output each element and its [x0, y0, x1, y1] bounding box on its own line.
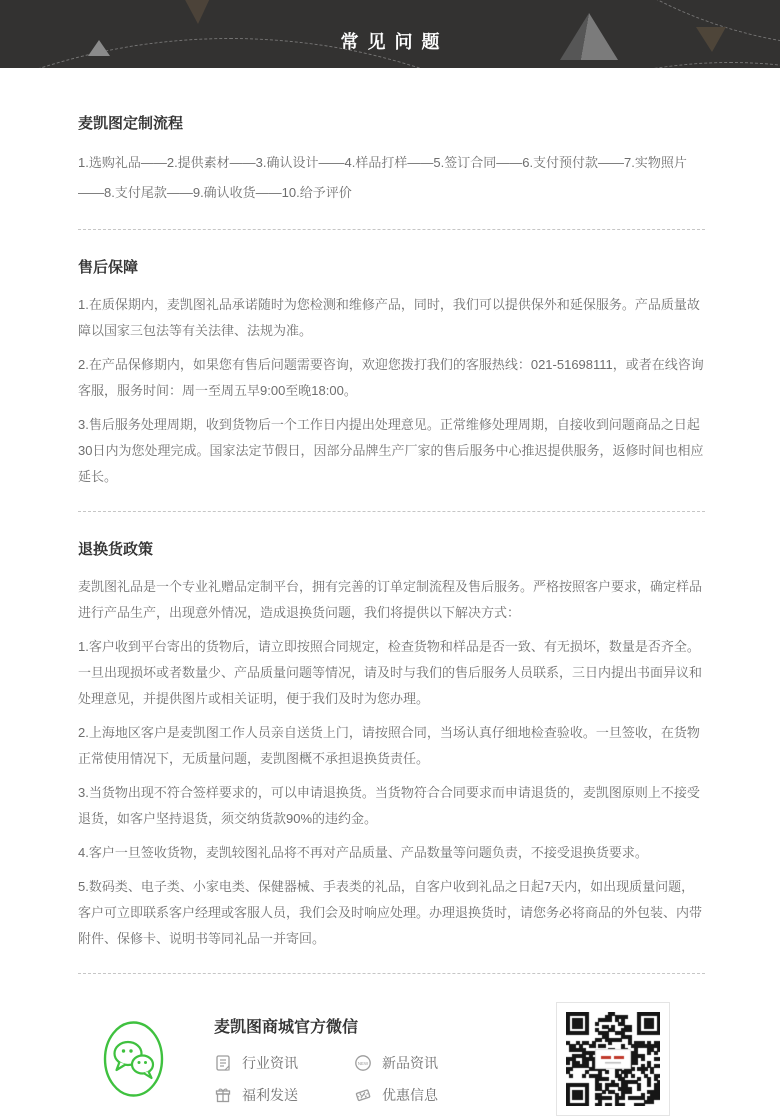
- section-custom-process: [78, 68, 705, 208]
- process-steps-text: 1.选购礼品——2.提供素材——3.确认设计——4.样品打样——5.签订合同——6.支付预付款——7.实物照片——8.支付尾款——9.确认收货——10.给予评价: [78, 155, 687, 200]
- wechat-account-title: 麦凯图商城官方微信: [214, 1018, 359, 1036]
- triangle-decoration: [183, 0, 211, 24]
- dashed-divider: [78, 511, 705, 512]
- policy-paragraph: 4.客户一旦签收货物，麦凯较图礼品将不再对产品质量、产品数量等问题负责，不接受退换货要求。: [78, 845, 648, 860]
- feature-industry-news: [214, 1053, 326, 1073]
- wechat-logo-icon: [103, 1020, 164, 1098]
- new-badge-icon: [354, 1054, 372, 1072]
- coupon-icon: [354, 1086, 372, 1104]
- section-heading: 售后保障: [78, 259, 139, 276]
- policy-paragraph: 5.数码类、电子类、小家电类、保健器械、手表类的礼品，自客户收到礼品之日起7天内，如出现质量问题，客户可立即联系客户经理或客服人员，我们会及时响应处理。办理退换货时，请您务必将商品的外包装、内带附件、保修卡、说明书等同礼品一并寄回。: [78, 879, 703, 946]
- feature-welfare: [214, 1085, 326, 1105]
- dashed-divider: [78, 229, 705, 230]
- wechat-qr-code: [556, 1002, 670, 1116]
- policy-paragraph: 2.上海地区客户是麦凯图工作人员亲自送货上门，请按照合同，当场认真仔细地检查验收。一旦签收，在货物正常使用情况下，无质量问题，麦凯图概不承担退换货责任。: [78, 725, 700, 766]
- policy-paragraph: 麦凯图礼品是一个专业礼赠品定制平台，拥有完善的订单定制流程及售后服务。严格按照客户要求，确定样品进行产品生产，出现意外情况，造成退换货问题，我们将提供以下解决方式：: [78, 579, 703, 620]
- faq-content: [0, 68, 780, 1116]
- policy-paragraph: 2.在产品保修期内，如果您有售后问题需要咨询，欢迎您拨打我们的客服热线：021-51698111，或者在线咨询客服，服务时间：周一至周五早9:00至晚18:00。: [78, 357, 704, 398]
- section-return-policy: [78, 538, 705, 952]
- policy-paragraph: 1.客户收到平台寄出的货物后，请立即按照合同规定，检查货物和样品是否一致、有无损坏，数量是否齐全。一旦出现损坏或者数量少、产品质量问题等情况，请及时与我们的售后服务人员联系，三日内提出书面异议和处理意见，并提供图片或相关证明，便于我们及时为您办理。: [78, 639, 703, 706]
- feature-label: 优惠信息: [382, 1086, 438, 1103]
- policy-paragraph: 3.当货物出现不符合签样要求的，可以申请退换货。当货物符合合同要求而申请退货的，麦凯图原则上不接受退货，如客户坚持退货，须交纳货款90%的违约金。: [78, 785, 700, 826]
- feature-discounts: [354, 1085, 438, 1105]
- svg-text:NEW: NEW: [357, 1060, 369, 1066]
- wechat-feature-list: [214, 1053, 438, 1105]
- policy-paragraph: 3.售后服务处理周期，收到货物后一个工作日内提出处理意见。正常维修处理周期，自接收到问题商品之日起30日内为您处理完成。国家法定节假日，因部分品牌生产厂家的售后服务中心推迟提供服务，返修时间也相应延长。: [78, 417, 704, 484]
- dashed-divider: [78, 973, 705, 974]
- wechat-info: [214, 1014, 438, 1105]
- qr-code-canvas: [566, 1012, 660, 1106]
- policy-paragraph: 1.在质保期内，麦凯图礼品承诺随时为您检测和维修产品，同时，我们可以提供保外和延保服务。产品质量故障以国家三包法等有关法律、法规为准。: [78, 297, 700, 338]
- feature-label: 福利发送: [242, 1086, 298, 1103]
- section-heading: 麦凯图定制流程: [78, 115, 184, 132]
- page-title: 常见问题: [340, 32, 449, 52]
- feature-new-products: [354, 1053, 438, 1073]
- section-heading: 退换货政策: [78, 541, 154, 558]
- wechat-footer: [78, 1000, 705, 1116]
- gift-icon: [214, 1086, 232, 1104]
- feature-label: 新品资讯: [382, 1054, 438, 1071]
- news-document-icon: [214, 1054, 232, 1072]
- feature-label: 行业资讯: [242, 1054, 298, 1071]
- page-header: [0, 0, 780, 68]
- section-after-sales: [78, 256, 705, 490]
